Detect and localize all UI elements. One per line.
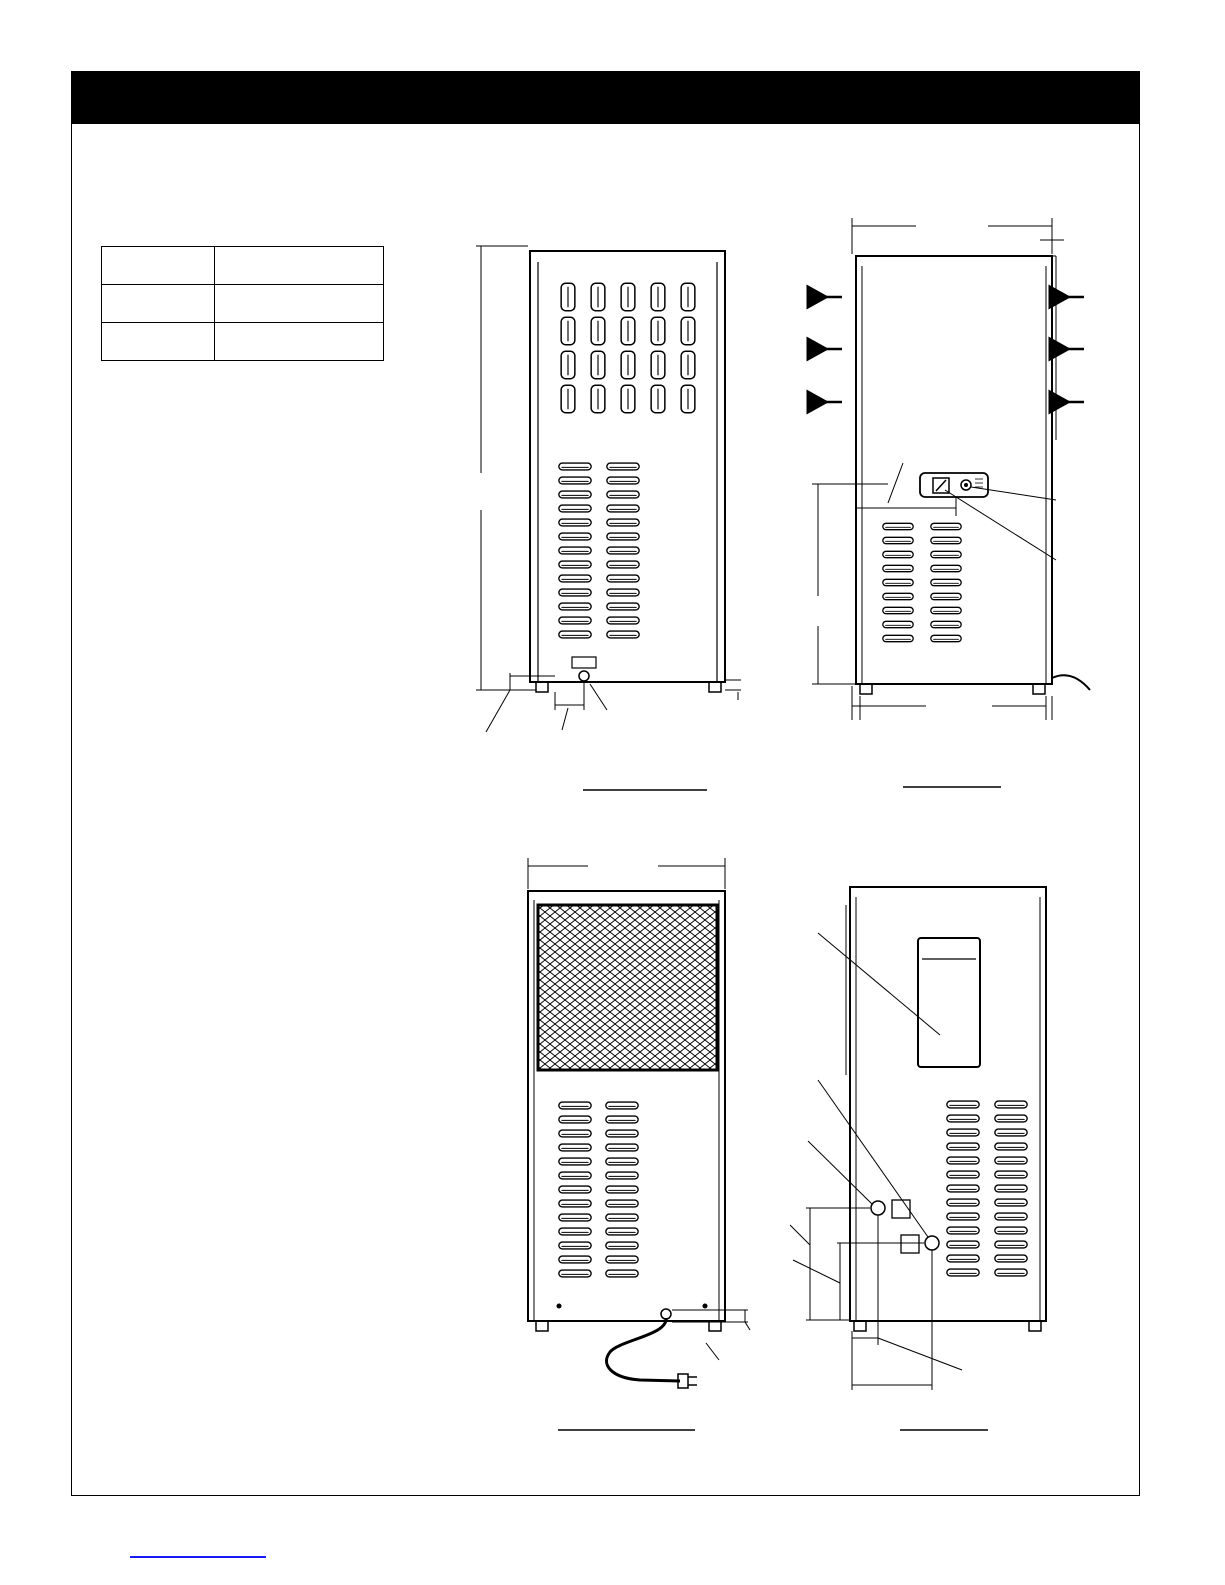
hose-port-lower	[925, 1236, 939, 1250]
side-louvers	[883, 523, 961, 641]
front-lower-louvers	[559, 463, 639, 638]
rear-view	[528, 858, 750, 1430]
drain-fitting	[579, 671, 589, 681]
front-label-plate	[572, 657, 596, 668]
rear-power-cord	[607, 1318, 680, 1381]
side-view	[812, 218, 1090, 787]
front-view	[476, 246, 741, 790]
rear-filter-mesh	[538, 905, 717, 1070]
side-power-cord	[1052, 675, 1090, 690]
control-panel	[920, 473, 988, 497]
hose-port-upper	[871, 1201, 885, 1215]
airflow-arrows-left	[824, 297, 842, 402]
rear-louvers	[559, 1102, 638, 1277]
other-side-louvers	[947, 1101, 1027, 1276]
water-tank-window	[918, 938, 980, 1067]
footer-link[interactable]	[130, 1556, 266, 1558]
front-upper-grille	[561, 283, 695, 412]
airflow-arrows-right	[1066, 297, 1084, 402]
other-side-view	[790, 887, 1046, 1430]
